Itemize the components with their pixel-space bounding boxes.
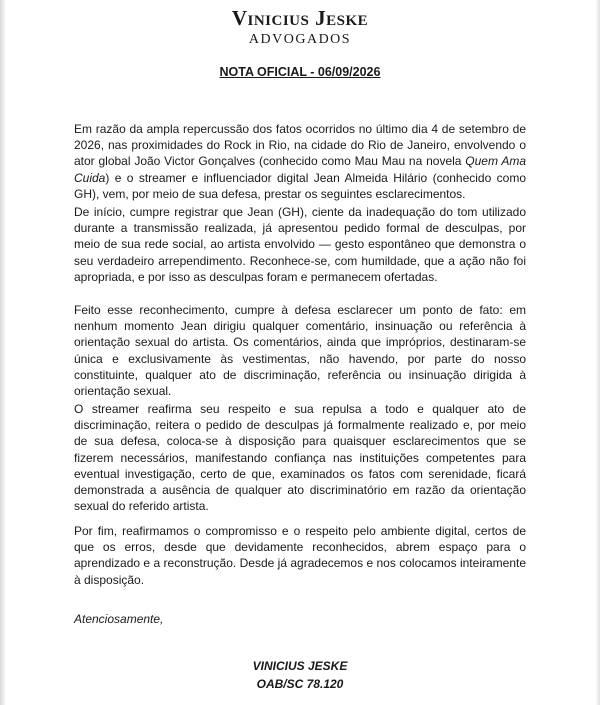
closing-salutation: Atenciosamente, — [74, 612, 164, 626]
page-edge-shadow-left — [0, 0, 6, 705]
novel-title: Quem Ama Cuida — [74, 154, 527, 185]
signature-name: VINICIUS JESKE — [252, 659, 348, 673]
paragraph-2: De início, cumpre registrar que Jean (GH), ciente da inadequação do tom utilizado durante a transmissão realizada, já apresentou pedido formal de desculpas, por meio de sua rede social, ao artista envolvido — gesto espontâneo que demonstra o seu verdadeiro arrependimento. Reconhece-se, com humildade, que a ação não foi apropriada, e por isso as desculpas foram e permanecem ofertadas. — [74, 205, 526, 284]
page-edge-shadow-right — [595, 0, 600, 705]
paragraph-4: O streamer reafirma seu respeito e sua repulsa a todo e qualquer ato de discriminação, reitera o pedido de desculpas já formalmente realizado e, por meio de sua defesa, coloca-se à disposição para quaisquer esclarecimentos que se fizerem necessários, manifestando confiança nas instituições competentes para eventual investigação, certo de que, examinados os fatos com serenidade, ficará demonstrada a ausência de qualquer ato discriminatório em razão da orientação sexual do referido artista. — [74, 402, 526, 514]
signature-oab-number: OAB/SC 78.120 — [256, 677, 344, 691]
paragraph-3: Feito esse reconhecimento, cumpre à defesa esclarecer um ponto de fato: em nenhum momento Jean dirigiu qualquer comentário, insinuação ou referência à orientação sexual do artista. Os comentários, ainda que impróprios, destinaram-se única e exclusivamente às vestimentas, não havendo, por parte do nosso constituinte, qualquer ato de discriminação, referência ou insinuação dirigida à orientação sexual. — [74, 303, 526, 399]
paragraph-1 — [74, 121, 526, 202]
document-title: NOTA OFICIAL - 06/09/2026 — [219, 65, 381, 79]
paragraph-1-text-a: Em razão da ampla repercussão dos fatos ocorridos no último dia 4 de setembro de 2026, nas proximidades do Rock in Rio, na cidade do Rio de Janeiro, envolvendo o ator global João Victor Gonçalves (conhecido como Mau Mau na novela — [74, 122, 526, 169]
letterhead-firm-subtitle: ADVOGADOS — [248, 32, 352, 47]
letterhead-firm-name: Vinicius Jeske — [231, 6, 369, 30]
paragraph-5: Por fim, reafirmamos o compromisso e o respeito pelo ambiente digital, certos de que os erros, desde que devidamente reconhecidos, abrem espaço para o aprendizado e a reconstrução. Desde já agradecemos e nos colocamos inteiramente à disposição. — [74, 524, 526, 587]
paragraph-1-text-b: ) e o streamer e influenciador digital Jean Almeida Hilário (conhecido como GH), vem, por meio de sua defesa, prestar os seguintes esclarecimentos. — [74, 170, 526, 201]
